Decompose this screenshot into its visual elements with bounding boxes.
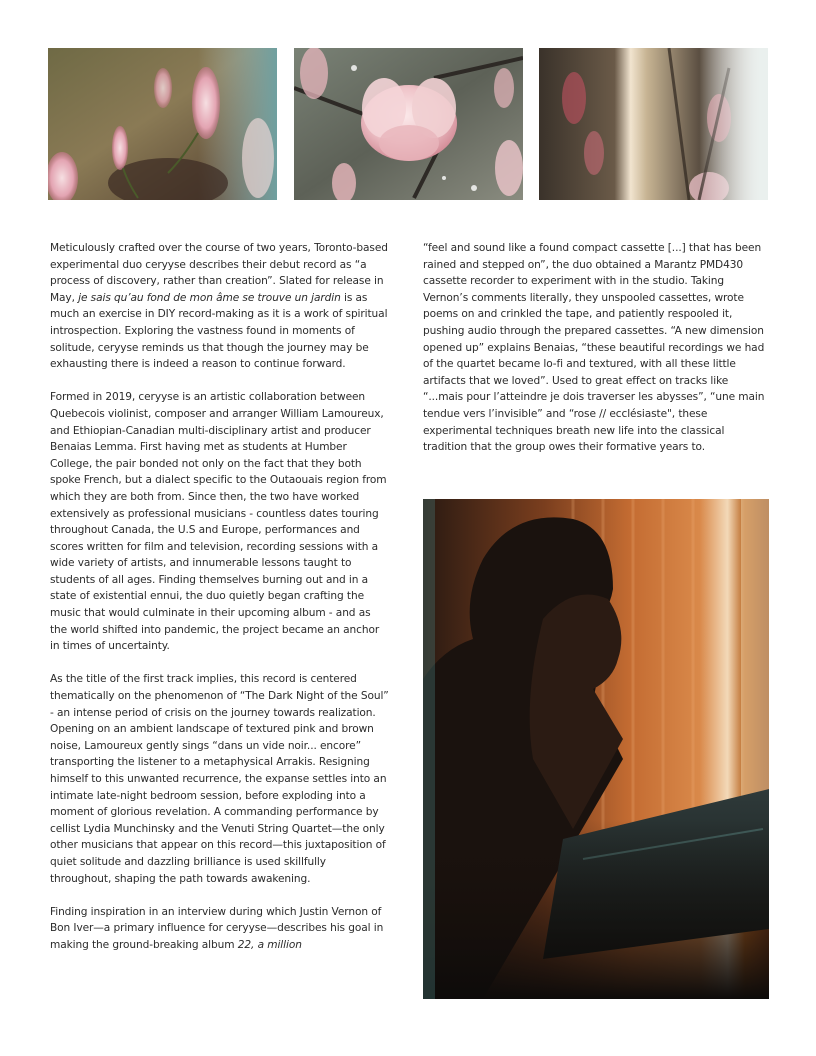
cassette-paragraph: “feel and sound like a found compact cassette [...] that has been rained and stepped on”, the duo obtained a Marantz PMD430 cassette recorder to experiment with in the studio. Taking Vernon’s comments literally, they unspooled cassettes, wrote poems on and crinkled the tape, and patiently respooled it, pushing audio through the prepared cassettes. “A new dimension opened up” explains Benaias, “these beautiful recordings we had of the quartet became lo-fi and textured, with all these little artifacts that we loved”. Used to great effect on tracks like “...mais pour l’atteindre je dois traverser les abysses”, “une main tendue vers l’invisible” and “rose // ecclésiaste", these experimental techniques breath new life into the classical tradition that the group owes their formative years to. [423,242,765,454]
themes-paragraph: As the title of the first track implies, this record is centered thematically on the phenomenon of “The Dark Night of the Soul” - an intense period of crisis on the journey towards realization. Opening on an ambient landscape of textured pink and brown noise, Lamoureux gently sings “dans un vide noir... encore” transporting the listener to a metaphysical Arrakis. Resigning himself to this unwanted recurrence, the expanse settles into an intimate late-night bedroom session, before exploding into a moment of glorious revelation. A commanding performance by cellist Lydia Munchinsky and the Venuti String Quartet—the only other musicians that appear on this record—this juxtaposition of quiet solitude and dazzling brilliance is used skillfully throughout, shaping the path towards awakening. [50,673,389,885]
referenced-album-title: 22, a million [237,938,302,951]
album-title: je sais qu’au fond de mon âme se trouve un jardin [78,291,341,304]
magnolia-buds-photo [48,48,277,200]
article-right-column [423,240,767,472]
inspiration-paragraph: Finding inspiration in an interview during which Justin Vernon of Bon Iver—a primary influence for ceryyse—describes his goal in making the ground-breaking album 22, a million [50,905,384,951]
magnolia-window-photo [539,48,768,200]
intro-paragraph: Meticulously crafted over the course of two years, Toronto-based experimental duo ceryyse describes their debut record as “a process of discovery, rather than creation”. Slated for release in May, je sais qu’au fond de mon âme se trouve un jardin is as much an exercise in DIY record-making as it is a work of spiritual introspection. Exploring the vastness found in moments of solitude, ceryyse reminds us that though the journey may be exhausting there is indeed a reason to continue forward. [50,242,388,371]
musicians-piano-photo [423,499,769,999]
background-paragraph: Formed in 2019, ceryyse is an artistic collaboration between Quebecois violinist, composer and arranger William Lamoureux, and Ethiopian-Canadian multi-disciplinary artist and producer Benaias Lemma. First having met as students at Humber College, the pair bonded not only on the fact that they both spoke French, but a dialect specific to the Outaouais region from which they are both from. Since then, the two have worked extensively as professional musicians - countless dates touring throughout Canada, the U.S and Europe, performances and scores written for film and television, recording sessions with a wide variety of artists, and innumerable lessons taught to students of all ages. Finding themselves burning out and in a state of existential ennui, the duo quietly began crafting the music that would culminate in their upcoming album - and as the world shifted into pandemic, the project became an anchor in times of uncertainty. [50,391,387,653]
article-left-column [50,240,390,970]
magnolia-blossom-photo [294,48,523,200]
